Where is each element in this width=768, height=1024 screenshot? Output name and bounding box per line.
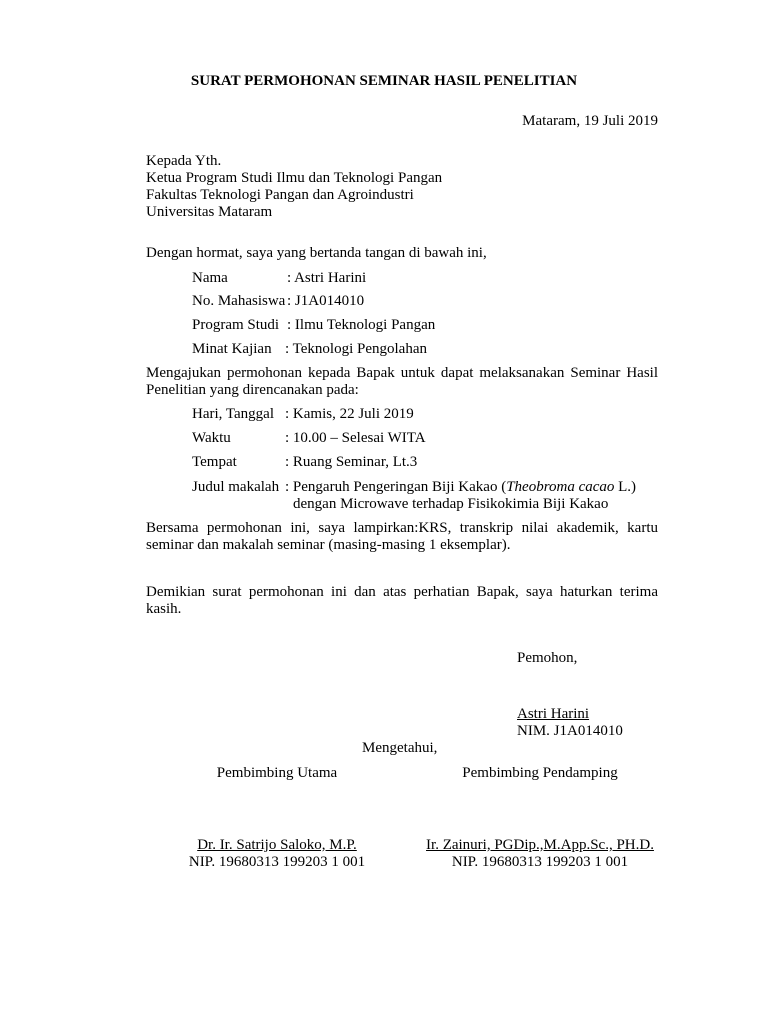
applicant-name: Astri Harini [517, 706, 590, 722]
supervisor-role-main: Pembimbing Utama [216, 765, 338, 781]
paper-title-suffix: L.) [614, 479, 637, 495]
supervisor-name-main [177, 837, 377, 854]
schedule-label: Hari, Tanggal [192, 406, 274, 422]
schedule-value: : Ruang Seminar, Lt.3 [285, 454, 418, 470]
paper-title-prefix: : Pengaruh Pengeringan Biji Kakao ( [285, 479, 507, 495]
applicant-heading: Pemohon, [517, 650, 578, 666]
identity-label: No. Mahasiswa [192, 293, 286, 309]
paper-title-line1 [285, 479, 636, 496]
recipient-line: Universitas Mataram [146, 204, 273, 220]
supervisor-nip-co: NIP. 19680313 199203 1 001 [451, 854, 629, 870]
species-name: Theobroma cacao [506, 479, 615, 495]
paper-title-line2: dengan Microwave terhadap Fisikokimia Biji Kakao [293, 496, 609, 512]
identity-label: Program Studi [192, 317, 280, 333]
supervisor-nip-main: NIP. 19680313 199203 1 001 [188, 854, 366, 870]
recipient-line: Fakultas Teknologi Pangan dan Agroindustri [146, 187, 414, 203]
recipient-line: Kepada Yth. [146, 153, 222, 169]
applicant-nim: NIM. J1A014010 [517, 723, 623, 739]
supervisor-name-main-text: Dr. Ir. Satrijo Saloko, M.P. [197, 837, 357, 853]
paper-label: Judul makalah [192, 479, 280, 495]
place-date: Mataram, 19 Juli 2019 [522, 113, 658, 129]
request-paragraph: Mengajukan permohonan kepada Bapak untuk dapat melaksanakan Seminar Hasil Penelitian yang direncanakan pada: [146, 365, 658, 398]
schedule-value: : Kamis, 22 Juli 2019 [285, 406, 414, 422]
identity-label: Nama [192, 270, 228, 286]
recipient-line: Ketua Program Studi Ilmu dan Teknologi Pangan [146, 170, 443, 186]
schedule-value: : 10.00 – Selesai WITA [285, 430, 426, 446]
identity-value: : Astri Harini [287, 270, 367, 286]
attachments-paragraph: Bersama permohonan ini, saya lampirkan:KRS, transkrip nilai akademik, kartu seminar dan makalah seminar (masing-masing 1 eksemplar). [146, 520, 658, 553]
supervisor-name-co-text: Ir. Zainuri, PGDip.,M.App.Sc., PH.D. [426, 837, 654, 853]
identity-value: : J1A014010 [287, 293, 365, 309]
schedule-label: Tempat [192, 454, 237, 470]
identity-value: : Ilmu Teknologi Pangan [287, 317, 436, 333]
acknowledged-label: Mengetahui, [362, 740, 438, 756]
schedule-label: Waktu [192, 430, 231, 446]
identity-value: : Teknologi Pengolahan [285, 341, 427, 357]
identity-label: Minat Kajian [192, 341, 272, 357]
closing-paragraph: Demikian surat permohonan ini dan atas perhatian Bapak, saya haturkan terima kasih. [146, 584, 658, 617]
supervisor-name-co [415, 837, 665, 854]
supervisor-role-co: Pembimbing Pendamping [462, 765, 618, 781]
opening-line: Dengan hormat, saya yang bertanda tangan di bawah ini, [146, 245, 487, 261]
letter-title: SURAT PERMOHONAN SEMINAR HASIL PENELITIAN [190, 73, 578, 89]
